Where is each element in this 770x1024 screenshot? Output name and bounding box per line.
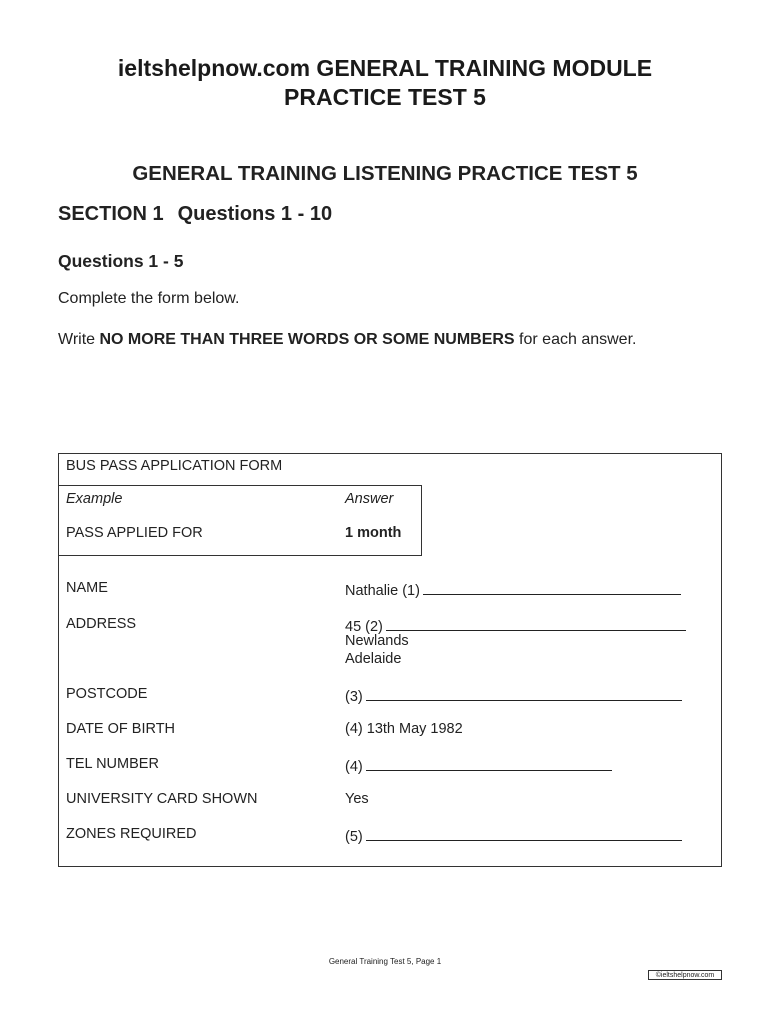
instruction-word-limit [58,331,636,349]
answer-label: Answer [345,491,394,507]
row-value-postcode [345,686,682,705]
answer-blank-1[interactable] [423,580,681,595]
row-value-tel [345,756,612,775]
name-value: Nathalie (1) [345,583,420,599]
questions-range: Questions 1 - 5 [58,251,184,271]
section-heading [58,203,332,226]
row-label-card: UNIVERSITY CARD SHOWN [66,791,258,807]
page-footer: General Training Test 5, Page 1 [328,957,442,966]
section-label: SECTION 1 [58,203,164,225]
page-title-line2: PRACTICE TEST 5 [284,84,486,110]
answer-blank-3[interactable] [366,686,682,701]
answer-blank-4[interactable] [366,756,612,771]
test-subtitle: GENERAL TRAINING LISTENING PRACTICE TEST 5 [132,162,638,185]
row-label-name: NAME [66,580,108,596]
row-label-tel: TEL NUMBER [66,756,159,772]
row-value-name [345,580,681,599]
row-label-address: ADDRESS [66,616,137,632]
tel-value: (4) [345,759,363,775]
address-line-3: Adelaide [345,651,402,667]
postcode-value: (3) [345,689,363,705]
address-value: 45 (2) [345,619,383,635]
row-value-zones [345,826,682,845]
row-value-card: Yes [345,791,369,807]
form-title: BUS PASS APPLICATION FORM [66,458,283,474]
example-label: Example [66,491,123,507]
instruction-complete: Complete the form below. [58,290,240,307]
row-value-dob: (4) 13th May 1982 [345,721,463,737]
instruction-suffix: for each answer. [514,331,637,348]
address-line-2: Newlands [345,633,409,649]
instruction-limit: NO MORE THAN THREE WORDS OR SOME NUMBERS [99,331,515,348]
answer-blank-5[interactable] [366,826,682,841]
row-label-dob: DATE OF BIRTH [66,721,176,737]
page-title-line1: ieltshelpnow.com GENERAL TRAINING MODULE [117,55,653,81]
answer-blank-2[interactable] [386,616,686,631]
section-questions: Questions 1 - 10 [177,203,333,225]
row-label-zones: ZONES REQUIRED [66,826,197,842]
example-answer: 1 month [345,525,402,541]
copyright-badge: ©ieltshelpnow.com [648,970,722,980]
zones-value: (5) [345,829,363,845]
row-label-postcode: POSTCODE [66,686,148,702]
example-field: PASS APPLIED FOR [66,525,203,541]
instruction-prefix: Write [58,331,100,348]
